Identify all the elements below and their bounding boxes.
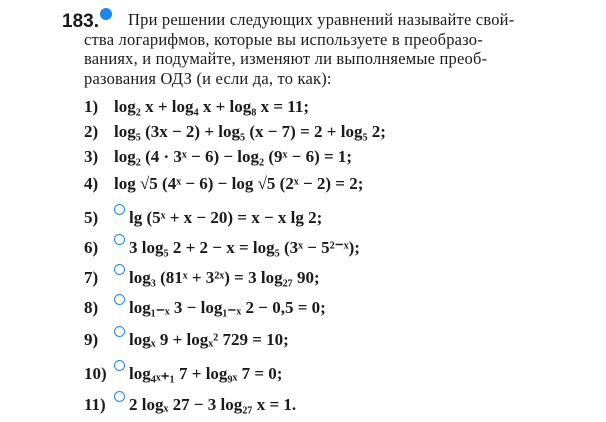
equation-text: 2 logₓ 27 − 3 log₂₇ x = 1. [129, 395, 297, 414]
equation-number: 9) [84, 330, 99, 349]
instruction-line: ства логарифмов, которые вы используете в преобразо- [84, 29, 483, 49]
equation-text: lg (5ˣ + x − 20) = x − x lg 2; [129, 208, 323, 227]
equation-text: log₅ (3x − 2) + log₅ (x − 7) = 2 + log₅ 2; [114, 122, 386, 141]
equation-10 [84, 364, 282, 384]
equation-text: log₂ (4 · 3ˣ − 6) − log₂ (9ˣ − 6) = 1; [114, 147, 353, 166]
marker-circle-icon [114, 391, 125, 402]
marker-circle-icon [114, 264, 125, 275]
task-marker-dot [100, 8, 112, 20]
marker-circle-icon [114, 234, 125, 245]
equation-text: log₁₋ₓ 3 − log₁₋ₓ 2 − 0,5 = 0; [129, 298, 326, 317]
instruction-line: разования ОДЗ (и если да, то как): [84, 68, 332, 88]
equation-number: 3) [84, 147, 99, 166]
equation-11 [84, 395, 296, 415]
marker-circle-icon [114, 294, 125, 305]
equation-text: logₓ 9 + logₓ² 729 = 10; [129, 330, 289, 349]
equation-text: log₃ (81ˣ + 3²ˣ) = 3 log₂₇ 90; [129, 268, 320, 287]
equation-4 [84, 174, 363, 194]
equation-5 [84, 208, 322, 228]
equation-number: 6) [84, 238, 99, 257]
equation-number: 2) [84, 122, 99, 141]
equation-number: 8) [84, 298, 99, 317]
marker-circle-icon [114, 326, 125, 337]
equation-text: log₄ₓ₊₁ 7 + log₉ₓ 7 = 0; [129, 364, 283, 383]
equation-number: 4) [84, 174, 99, 193]
equation-2 [84, 122, 386, 142]
equation-8 [84, 298, 326, 318]
equation-6 [84, 238, 360, 258]
equation-text: log₂ x + log₄ x + log₈ x = 11; [114, 97, 309, 116]
equation-text: log √5 (4ˣ − 6) − log √5 (2ˣ − 2) = 2; [114, 174, 364, 193]
instruction-line: ваниях, и подумайте, изменяют ли выполняемые преоб- [84, 49, 488, 68]
task-number: 183. [62, 11, 99, 32]
equation-number: 11) [84, 395, 106, 414]
equation-text: 3 log₅ 2 + 2 − x = log₅ (3ˣ − 5²⁻ˣ); [129, 238, 360, 257]
instruction-line: При решении следующих уравнений называйте свой- [128, 10, 515, 29]
equation-number: 10) [84, 364, 107, 383]
equation-number: 1) [84, 97, 99, 116]
equation-1 [84, 97, 309, 117]
equation-9 [84, 330, 289, 350]
equation-number: 5) [84, 208, 99, 227]
task-instructions [84, 10, 598, 88]
equation-number: 7) [84, 268, 99, 287]
equation-3 [84, 147, 352, 167]
marker-circle-icon [114, 360, 125, 371]
marker-circle-icon [114, 204, 125, 215]
equation-7 [84, 268, 320, 288]
